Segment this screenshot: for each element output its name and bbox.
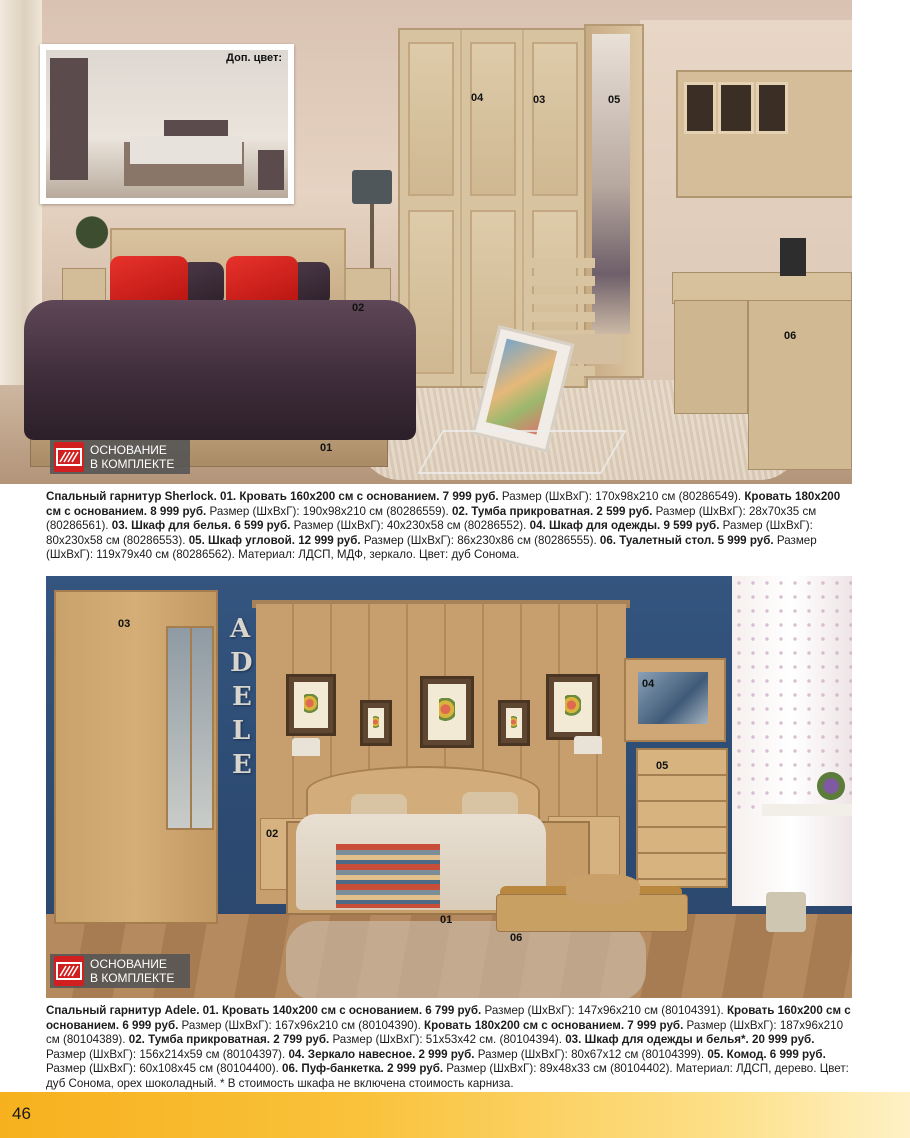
item-label: 01 xyxy=(440,914,453,926)
badge-line2: В КОМПЛЕКТЕ xyxy=(90,457,175,471)
lavender-plant xyxy=(816,766,846,806)
caption-item: 06. Пуф-банкетка. 2 999 руб. xyxy=(282,1062,444,1076)
framed-botanical-print xyxy=(360,700,392,746)
item-label: 06 xyxy=(784,330,797,342)
caption-spec: Размер (ШхВхГ): 119х79х40 см (80286562). Материал: ЛДСП, МДФ, зеркало. Цвет: дуб Сонома. xyxy=(46,533,817,562)
glass-panel xyxy=(417,430,626,474)
chest-of-drawers xyxy=(636,748,728,888)
wall-letter: L xyxy=(232,716,251,746)
wall-letter: E xyxy=(232,682,252,712)
caption-spec: Размер (ШхВхГ): 80х67х12 см (80104399). xyxy=(474,1047,708,1061)
adele-photo xyxy=(46,576,852,998)
sherlock-caption xyxy=(46,490,854,563)
inset-shelf xyxy=(258,150,284,190)
dressing-table-cabinet xyxy=(748,300,852,470)
wardrobe-mirror xyxy=(190,626,214,830)
wall-mirror xyxy=(624,658,726,742)
wall-letter: E xyxy=(232,750,252,780)
framed-botanical-print xyxy=(286,674,336,736)
striped-throw xyxy=(336,844,440,908)
door-panel xyxy=(408,42,454,196)
plant xyxy=(72,210,112,266)
caption-item: 04. Зеркало навесное. 2 999 руб. xyxy=(288,1047,475,1061)
item-label: 04 xyxy=(642,678,655,690)
caption-spec: Размер (ШхВхГ): 89х48х33 см (80104402). Материал: ЛДСП, дерево. Цвет: дуб Сонома, орех шоколадный. * В стоимость шкафа не включена стоимость карниза. xyxy=(46,1062,849,1090)
wall-letter: A xyxy=(230,614,251,644)
caption-item: 03. Шкаф для одежды и белья*. 20 999 руб. xyxy=(565,1033,815,1047)
item-label: 03 xyxy=(533,94,546,106)
item-label: 04 xyxy=(471,92,484,104)
glass-door xyxy=(718,82,754,134)
lamp-stem xyxy=(370,204,374,270)
color-option-inset xyxy=(40,44,294,204)
caption-spec: Размер (ШхВхГ): 51х53х42 см. (80104394). xyxy=(329,1033,566,1047)
item-label: 03 xyxy=(118,618,131,630)
caption-spec: Размер (ШхВхГ): 40х230х58 см (80286552). xyxy=(290,519,530,533)
caption-spec: Размер (ШхВхГ): 156х214х59 см (80104397). xyxy=(46,1047,289,1061)
wall-hutch xyxy=(676,70,852,198)
caption-spec: Размер (ШхВхГ): 170х98х210 см (80286549). xyxy=(498,490,745,503)
caption-item: 04. Шкаф для одежды. 9 599 руб. xyxy=(529,519,720,533)
inset-photo xyxy=(46,50,288,198)
picture-art xyxy=(486,339,557,435)
inset-label: Доп. цвет: xyxy=(226,52,282,64)
caption-item: 02. Тумба прикроватная. 2 799 руб. xyxy=(128,1033,330,1047)
item-label: 06 xyxy=(510,932,523,944)
item-label: 05 xyxy=(608,94,621,106)
caption-item: Кровать 180х200 см с основанием. 8 999 руб. xyxy=(46,490,841,518)
door-panel xyxy=(532,42,578,196)
caption-item: 02. Тумба прикроватная. 2 599 руб. xyxy=(451,504,653,518)
sherlock-photo xyxy=(0,0,852,484)
caption-item: 05. Шкаф угловой. 12 999 руб. xyxy=(188,533,361,547)
item-label: 02 xyxy=(266,828,279,840)
framed-botanical-print xyxy=(420,676,474,748)
caption-spec: Размер (ШхВхГ): 80х230х58 см (80286553). xyxy=(46,519,813,547)
footer-bar xyxy=(0,1092,910,1138)
lamp-shade xyxy=(352,170,392,204)
door-panel xyxy=(470,42,516,196)
inset-sheet xyxy=(130,136,242,164)
item-label: 05 xyxy=(656,760,669,772)
caption-item: 06. Туалетный стол. 5 999 руб. xyxy=(599,533,774,547)
caption-spec: Размер (ШхВхГ): 147х96х210 см (80104391). xyxy=(481,1004,727,1017)
caption-spec: Размер (ШхВхГ): 167х96х210 см (80104390). xyxy=(178,1018,425,1032)
cushion xyxy=(566,874,640,904)
caption-spec: Размер (ШхВхГ): 187х96х210 см (80104389). xyxy=(46,1018,844,1047)
framed-botanical-print xyxy=(546,674,600,740)
item-label: 01 xyxy=(320,442,333,454)
laptop xyxy=(780,238,806,276)
watering-can xyxy=(766,892,806,932)
base-included-badge xyxy=(50,438,200,478)
badge-line2: В КОМПЛЕКТЕ xyxy=(90,971,175,985)
glass-door xyxy=(684,82,716,134)
caption-item: 05. Комод. 6 999 руб. xyxy=(707,1047,826,1061)
bed-base-icon xyxy=(54,442,84,472)
caption-item: Спальный гарнитур Adele. 01. Кровать 140х200 см с основанием. 6 799 руб. xyxy=(46,1004,482,1017)
caption-spec: Размер (ШхВхГ): 190х98х210 см (80286559). xyxy=(206,504,452,518)
badge-line1: ОСНОВАНИЕ xyxy=(90,957,167,971)
glass-door xyxy=(756,82,788,134)
framed-botanical-print xyxy=(498,700,530,746)
item-label: 02 xyxy=(352,302,365,314)
dressing-table-pedestal xyxy=(674,300,748,414)
badge-line1: ОСНОВАНИЕ xyxy=(90,443,167,457)
bed-base-icon xyxy=(54,956,84,986)
base-included-badge xyxy=(50,952,200,992)
wall-letter: D xyxy=(230,648,253,678)
floor-rug xyxy=(286,921,646,998)
lamp-shade xyxy=(292,738,320,756)
caption-item: Кровать 160х200 см с основанием. 6 999 руб. xyxy=(46,1004,851,1032)
caption-spec: Размер (ШхВхГ): 28х70х35 см (80286561). xyxy=(46,504,817,533)
bed-blanket xyxy=(24,300,416,440)
caption-item: Спальный гарнитур Sherlock. 01. Кровать 160х200 см с основанием. 7 999 руб. xyxy=(46,490,499,503)
inset-wardrobe xyxy=(50,58,88,180)
caption-item: 03. Шкаф для белья. 6 599 руб. xyxy=(111,519,291,533)
lamp-shade xyxy=(574,736,602,754)
mirror-door xyxy=(592,34,630,334)
page-number: 46 xyxy=(12,1104,31,1123)
caption-spec: Размер (ШхВхГ): 60х108х45 см (80104400). xyxy=(46,1062,283,1076)
adele-caption xyxy=(46,1004,854,1092)
caption-spec: Размер (ШхВхГ): 86х230х86 см (80286555). xyxy=(360,533,600,547)
caption-item: Кровать 180х200 см с основанием. 7 999 руб. xyxy=(424,1018,684,1032)
